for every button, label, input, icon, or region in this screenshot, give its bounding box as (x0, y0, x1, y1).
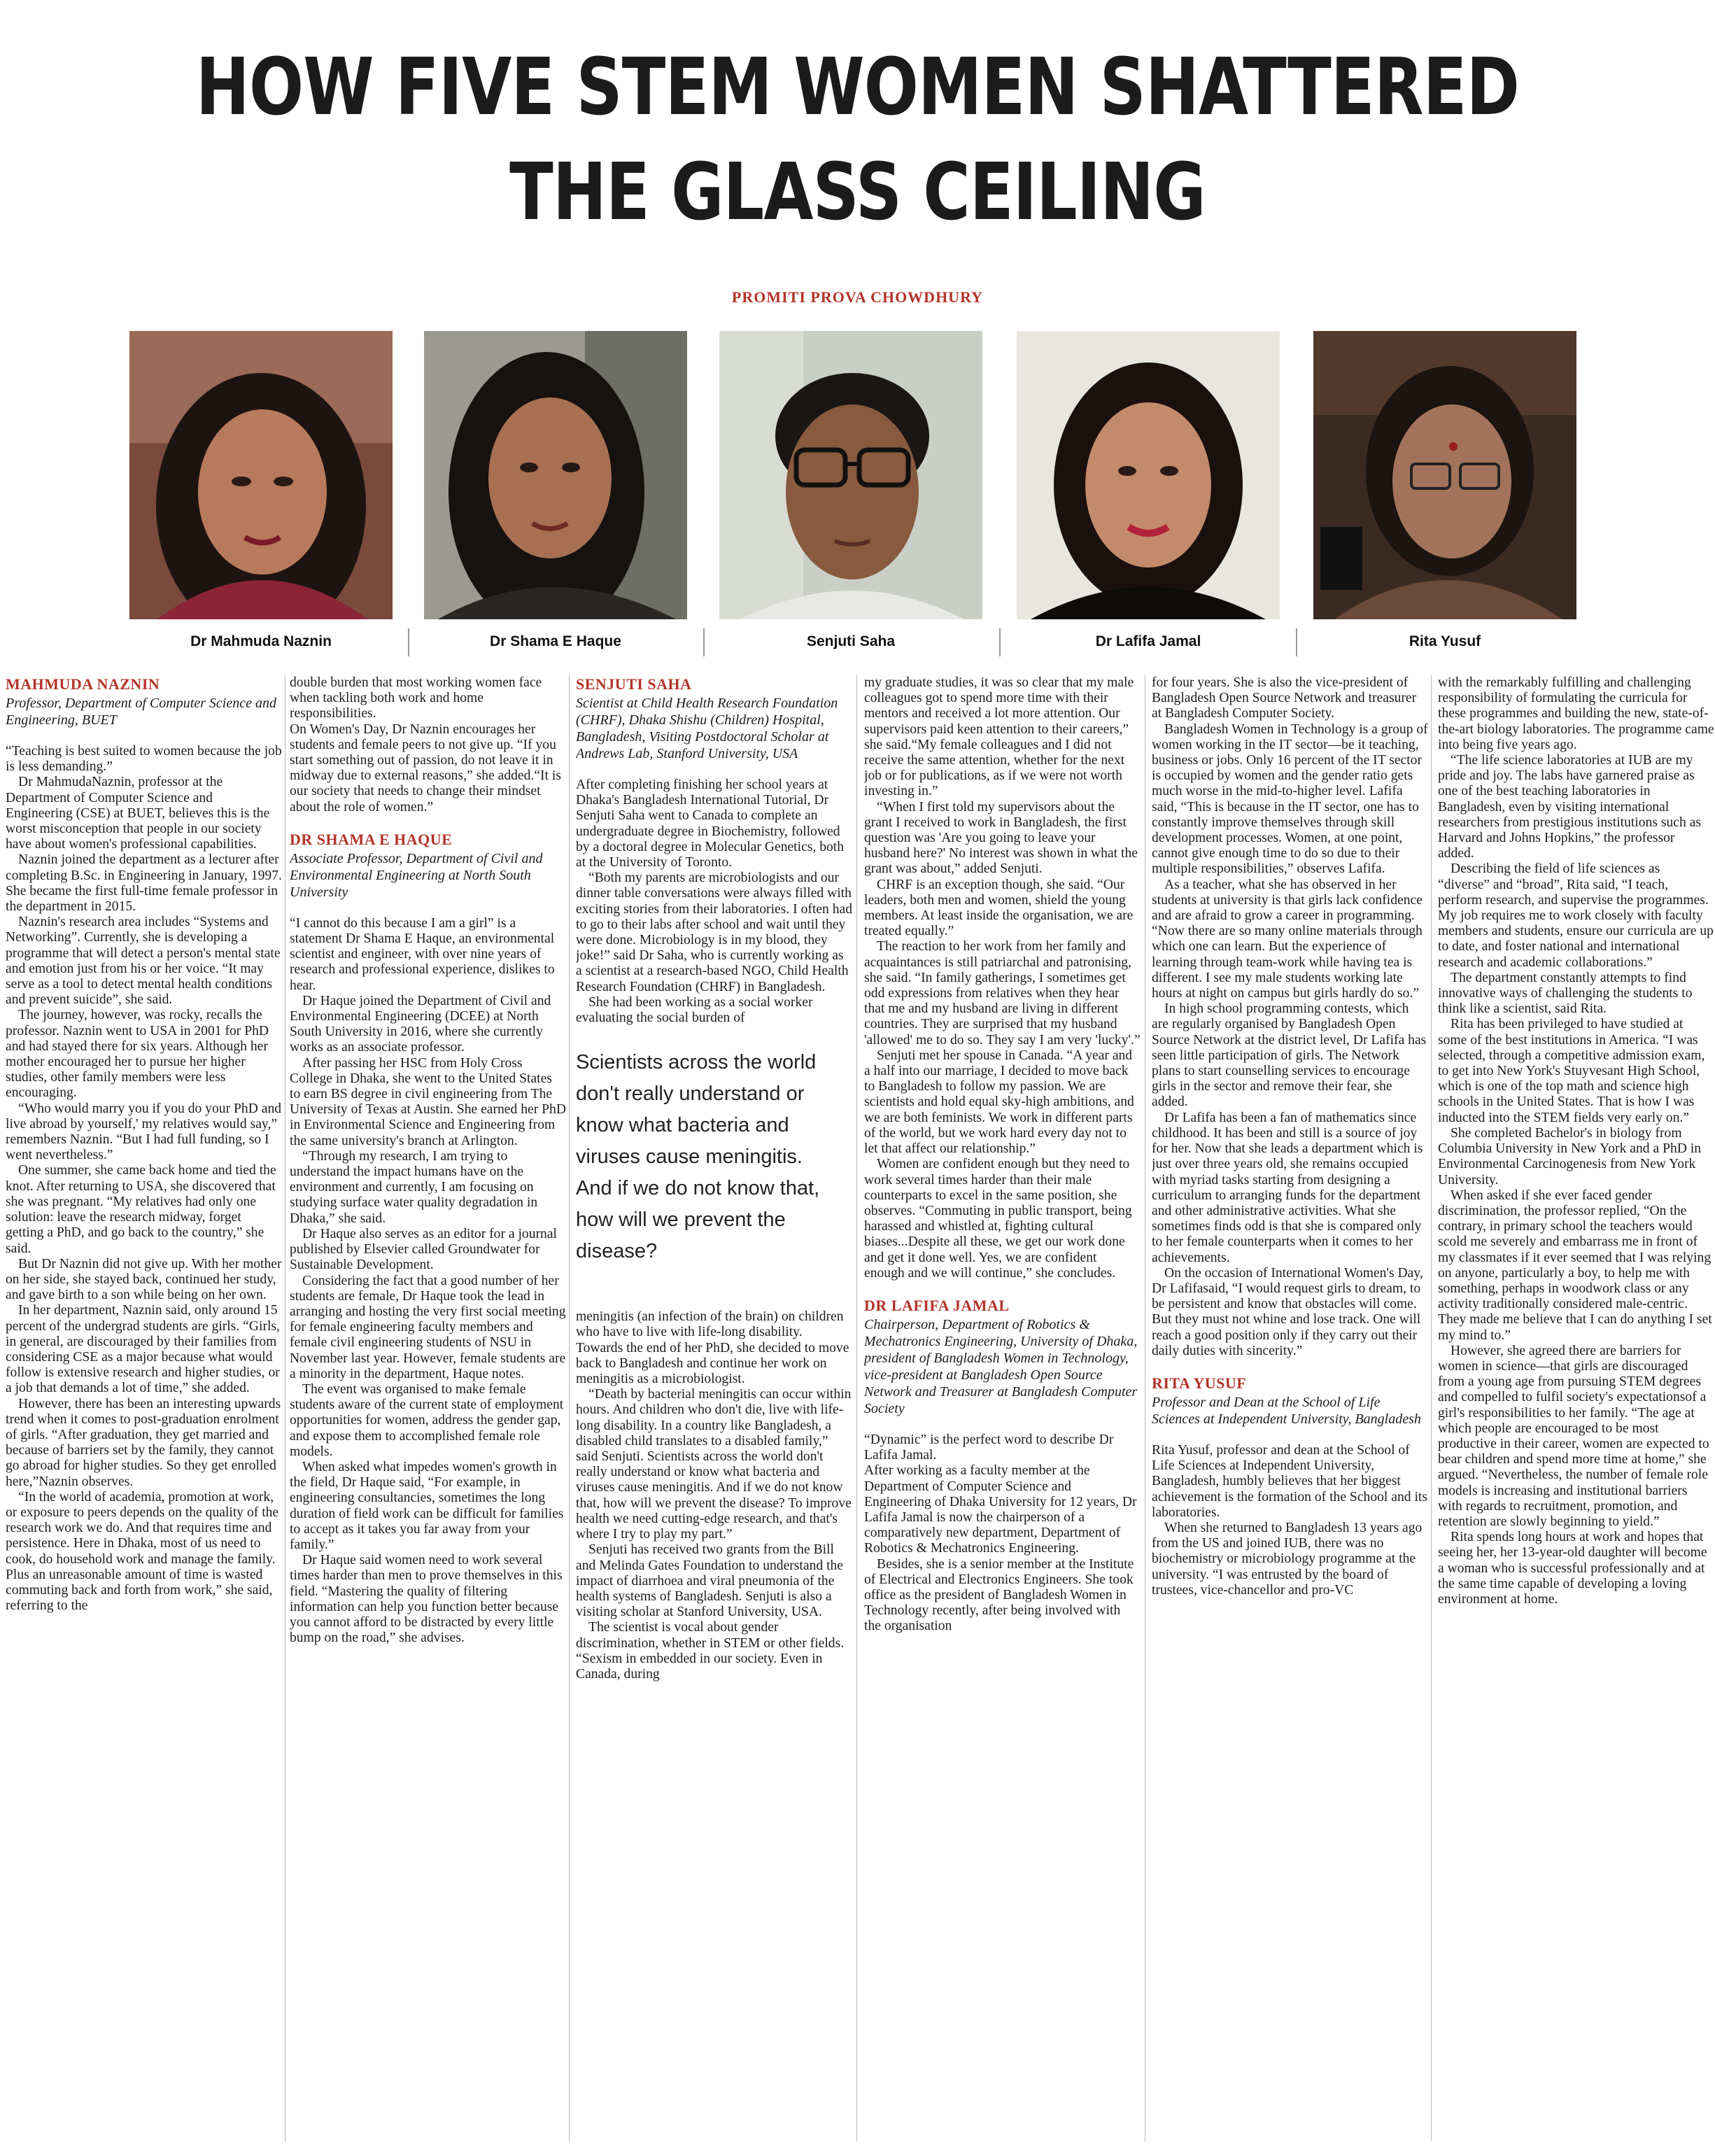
paragraph: for four years. She is also the vice-president of Bangladesh Open Source Network and treasurer at Bangladesh Computer Society. (1152, 675, 1417, 721)
paragraph: “Both my parents are microbiologists and our dinner table conversations were always filled with exciting stories from their laboratories. I often had to go to their labs after school and wait until they were done. Microbiology is in my blood, they joke!” said Dr Saha, who is currently working as a scientist at a research-based NGO, Child Health Research Foundation (CHRF) in Bangladesh. (576, 871, 852, 994)
portrait-photo-yusuf (1313, 331, 1576, 619)
article-column-2 (290, 675, 566, 2145)
paragraph: Women are confident enough but they need to work several times harder than their male counterparts to excel in the same position, she observes. “Commuting in public transport, being harassed and whistled at, fighting cultural biases...Despite all these, we get our work done and get it done well. Yes, we are confident enough and we will continue,” she concludes. (864, 1157, 1132, 1281)
caption-divider (999, 628, 1001, 656)
section-heading: RITA YUSUF (1152, 1374, 1247, 1392)
paragraph: “Who would marry you if you do your PhD and live abroad by yourself,' my relatives would say,” remembers Naznin. “But I had full funding, so I went nevertheless.” (6, 1101, 282, 1163)
paragraph: Bangladesh Women in Technology is a group of women working in the IT sector—be it teaching, business or jobs. Only 16 percent of the IT sector is occupied by women and the gender ratio gets much worse in the mid-to-higher level. Lafifa said, “This is because in the IT sector, one has to constantly improve themselves through skill development processes. Women, at one point, cannot give enough time to do so due to their multiple responsibilities,” observes Lafifa. (1152, 721, 1428, 877)
paragraph: “Teaching is best suited to women because the job is less demanding.” (6, 744, 282, 775)
photo-caption: Rita Yusuf (1409, 633, 1481, 649)
article-column-3 (576, 675, 852, 2145)
column-divider (1431, 675, 1432, 2141)
column-divider (569, 675, 570, 2141)
paragraph: Dr Haque said women need to work several times harder than men to prove themselves in this field. “Mastering the quality of filtering information can help you function better because you cannot afford to be distracted by every little bump on the road,” she advises. (290, 1553, 563, 1646)
headline (0, 35, 1715, 245)
paragraph: As a teacher, what she has observed in her students at university is that girls lack confidence and are afraid to grow a career in programming. “Now there are so many online materials through which one can learn. But the experience of learning through team-work while having tea is different. I see my male students working late hours at night on campus but girls hardly do so.” (1152, 877, 1423, 1001)
headline-line-1: HOW FIVE STEM WOMEN SHATTERED (195, 42, 1520, 133)
paragraph: Rita has been privileged to have studied at some of the best institutions in America. “I was selected, through a competitive admission exam, to get into New York's Stuyvesant High School, which is one of the top math and science high schools in the United States. That is how I was inducted into the STEM fields very early on.” (1438, 1017, 1705, 1125)
photo-caption: Dr Mahmuda Naznin (190, 633, 332, 649)
paragraph: Senjuti has received two grants from the Bill and Melinda Gates Foundation to understand the impact of diarrhoea and viral pneumonia of the health systems of Bangladesh. Senjuti is also a visiting scholar at Stanford University, USA. (576, 1542, 844, 1620)
headline-line-2: THE GLASS CEILING (509, 147, 1206, 238)
paragraph: Dr Lafifa has been a fan of mathematics since childhood. It has been and still is a source of joy for her. Now that she leads a department which is just over three years old, she remains occupied with myriad tasks starting from designing a curriculum to arranging funds for the department and other administrative activities. What she sometimes finds odd is that she is compared only to her female counterparts when it comes to her achievements. (1152, 1110, 1423, 1265)
portrait-photo-saha (719, 331, 982, 619)
paragraph: Rita spends long hours at work and hopes that seeing her, her 13-year-old daughter will become a woman who is successful professionally and at the same time capable of developing a loving environment at home. (1438, 1530, 1707, 1607)
paragraph: “The life science laboratories at IUB are my pride and joy. The labs have garnered praise as one of the best teaching laboratories in Bangladesh, even by visiting international researchers from prestigious institutions such as Harvard and Johns Hopkins,” the professor added. (1438, 753, 1702, 861)
portrait-photo-haque (424, 331, 687, 619)
photo-caption: Dr Lafifa Jamal (1095, 633, 1201, 649)
paragraph: double burden that most working women face when tackling both work and home responsibilities. (290, 675, 542, 721)
paragraph: After working as a faculty member at the Department of Computer Science and Engineering of Dhaka University for 12 years, Dr Lafifa Jamal is now the chairperson of a comparatively new department, Department of Robotics & Mechatronics Engineering. (864, 1463, 1137, 1556)
paragraph: One summer, she came back home and tied the knot. After returning to USA, she discovered that she was pregnant. “My relatives had only one solution: leave the research midway, forget getting a PhD, and go back to the country,” she said. (6, 1163, 276, 1256)
paragraph: In high school programming contests, which are regularly organised by Bangladesh Open Source Network at the district level, Dr Lafifa has seen little participation of girls. The Network plans to start counselling services to encourage girls in the sector and remove their fear, she added. (1152, 1001, 1427, 1110)
paragraph: Dr MahmudaNaznin, professor at the Department of Computer Science and Engineering (CSE) at BUET, believes this is the worst misconception that people in our society have about women's professional capabilities. (6, 775, 270, 852)
paragraph: Dr Haque also serves as an editor for a journal published by Elsevier called Groundwater for Sustainable Development. (290, 1226, 557, 1273)
paragraph: When asked if she ever faced gender discrimination, the professor replied, “On the contrary, in primary school the teachers would scold me severely and embarrass me in front of my classmates if it ever seemed that I was relying on anyone, particularly a boy, to help me with something, perhaps in woodwork class or any activity traditionally considered male-centric. They made me believe that I can do anything I set my mind to.” (1438, 1188, 1712, 1343)
paragraph: “When I first told my supervisors about the grant I received to work in Bangladesh, the first question was 'Are you going to leave your husband here?' No interest was shown in what the grant was about,” added Senjuti. (864, 799, 1138, 877)
paragraph: The scientist is vocal about gender discrimination, whether in STEM or other fields. “Sexism in embedded in our society. Even in Canada, during (576, 1620, 845, 1682)
pull-quote: Scientists across the world don't really understand or know what bacteria and viruses cause meningitis. And if we do not know that, how will we prevent the disease? (576, 1051, 820, 1263)
paragraph: On the occasion of International Women's Day, Dr Lafifasaid, “I would request girls to dream, to be persistent and know that obstacles will come. But they must not whine and lose track. One will reach a good position only if they carry out their daily duties with sincerity.” (1152, 1265, 1423, 1358)
caption-divider (703, 628, 705, 656)
section-role: Associate Professor, Department of Civil and Environmental Engineering at North South University (290, 850, 543, 900)
paragraph: Naznin joined the department as a lecturer after completing B.Sc. in Engineering in January, 1997. She became the first full-time female professor in the department in 2015. (6, 852, 282, 915)
section-role: Scientist at Child Health Research Foundation (CHRF), Dhaka Shishu (Children) Hospital, Bangladesh, Visiting Postdoctoral Scholar at Andrews Lab, Stanford University, USA (576, 696, 838, 761)
paragraph: After completing finishing her school years at Dhaka's Bangladesh International Tutorial, Dr Senjuti Saha went to Canada to complete an undergraduate degree in Biochemistry, followed by a doctoral degree in Molecular Genetics, both at the University of Toronto. (576, 777, 845, 871)
caption-divider (1296, 628, 1297, 656)
section-role: Professor, Department of Computer Science and Engineering, BUET (6, 696, 276, 728)
paragraph: “In the world of academia, promotion at work, or exposure to peers depends on the quality of the research work we do. And that requires time and persistence. Here in Dhaka, most of us need to cook, do household work and manage the family. Plus an unreasonable amount of time is wasted commuting back and forth from work,” she said, referring to the (6, 1489, 279, 1614)
paragraph: After passing her HSC from Holy Cross College in Dhaka, she went to the United States to earn BS degree in civil engineering from The University of Texas at Austin. She earned her PhD in Environmental Science and Engineering from the same university's branch at Arlington. (290, 1055, 566, 1148)
paragraph: “Dynamic” is the perfect word to describe Dr Lafifa Jamal. (864, 1432, 1114, 1463)
paragraph: The department constantly attempts to find innovative ways of challenging the students to think like a scientist, said Rita. (1438, 970, 1693, 1017)
article-column-4 (864, 675, 1141, 2145)
paragraph: But Dr Naznin did not give up. With her mother on her side, she stayed back, continued her study, and gave birth to a son while being on her own. (6, 1256, 282, 1303)
paragraph: meningitis (an infection of the brain) on children who have to live with life-long disability. Towards the end of her PhD, she decided to move back to Bangladesh and continue her work on meningitis as a microbiologist. (576, 1309, 849, 1387)
paragraph: She had been working as a social worker evaluating the social burden of (576, 994, 813, 1026)
paragraph: with the remarkably fulfilling and challenging responsibility of formulating the curricula for these programmes and building the new, state-of-the-art biology laboratories. The programme came into being five years ago. (1438, 675, 1714, 752)
paragraph: Besides, she is a senior member at the Institute of Electrical and Electronics Engineers. She took office as the president of Bangladesh Women in Technology recently, after being involved with the organisation (864, 1556, 1134, 1634)
paragraph: However, there has been an interesting upwards trend when it comes to post-graduation enrolment of girls. “After graduation, they get married and because of barriers set by the family, they cannot go abroad for higher studies. So they get enrolled here,”Naznin observes. (6, 1396, 281, 1489)
photo-caption: Dr Shama E Haque (490, 633, 621, 649)
section-heading: DR SHAMA E HAQUE (290, 830, 453, 848)
paragraph: On Women's Day, Dr Naznin encourages her students and female peers to not give up. “If you start something out of passion, do not leave it in midway due to external reasons,” she added.“It is our society that needs to change their mindset about the role of women.” (290, 721, 561, 815)
column-divider (856, 675, 857, 2141)
byline: PROMITI PROVA CHOWDHURY (731, 288, 984, 306)
paragraph: In her department, Naznin said, only around 15 percent of the undergrad students are girls. “Girls, in general, are discouraged by their families from considering CSE as a major because what would follow is extensive research and higher studies, or a job that demands a lot of time,” she added. (6, 1303, 280, 1396)
paragraph: “Death by bacterial meningitis can occur within hours. And children who don't die, live with life-long disability. In a country like Bangladesh, a disabled child translates to a disabled family,” said Senjuti. Scientists across the world don't really understand or know what bacteria and viruses cause meningitis. And if we do not know that, how will we prevent the disease? To improve health we need cutting-edge research, and that's where I try to play my part.” (576, 1387, 852, 1542)
photo-caption: Senjuti Saha (806, 633, 896, 649)
paragraph: The journey, however, was rocky, recalls the professor. Naznin went to USA in 2001 for PhD and had stayed there for six years. Although her mother encouraged her to pursue her higher studies, other family members were less encouraging. (6, 1008, 269, 1101)
article-column-5 (1152, 675, 1428, 2145)
portrait-photo-naznin (129, 331, 393, 619)
paragraph: “Through my research, I am trying to understand the impact humans have on the environment and currently, I am focusing on studying surface water quality degradation in Dhaka,” she said. (290, 1148, 538, 1226)
section-heading: MAHMUDA NAZNIN (6, 675, 160, 693)
section-role: Professor and Dean at the School of Life Sciences at Independent University, Bangladesh (1152, 1394, 1421, 1427)
paragraph: Dr Haque joined the Department of Civil and Environmental Engineering (DCEE) at North South University in 2016, where she currently works as an associate professor. (290, 993, 551, 1055)
paragraph: When she returned to Bangladesh 13 years ago from the US and joined IUB, there was no biochemistry or microbiology programme at the university. “I was entrusted by the board of trustees, vice-chancellor and pro-VC (1152, 1520, 1423, 1598)
paragraph: CHRF is an exception though, she said. “Our leaders, both men and women, shield the young members. At least inside the organisation, we are treated equally.” (864, 877, 1134, 939)
paragraph: Naznin's research area includes “Systems and Networking”. Currently, she is developing a programme that will detect a person's mental state and emotion just from his or her voice. “It may serve as a tool to detect mental health conditions and prevent suicide”, she said. (6, 915, 281, 1008)
article-column-1 (6, 675, 282, 2145)
paragraph: The event was organised to make female students aware of the current state of employment opportunities for women, address the gender gap, and expose them to accomplished female role models. (290, 1381, 564, 1459)
caption-divider (408, 628, 409, 656)
paragraph: The reaction to her work from her family and acquaintances is still patriarchal and patronising, she said. “In family gatherings, I sometimes get odd expressions from relatives when they hear that me and my husband are living in different countries. They are surprised that my husband 'allowed' me to do so. They say I am very 'lucky'.” (864, 939, 1141, 1048)
article-column-6 (1438, 675, 1714, 2145)
paragraph: Senjuti met her spouse in Canada. “A year and a half into our marriage, I decided to move back to Bangladesh to follow my passion. We are scientists and hold equal sky-high ambitions, and we are both feminists. We work in different parts of the world, but we work hard every day not to let that affect our relationship.” (864, 1048, 1134, 1157)
paragraph: When asked what impedes women's growth in the field, Dr Haque said, “For example, in engineering consultancies, sometimes the long duration of field work can be difficult for families to accept as it takes you far away from your family.” (290, 1459, 564, 1552)
portrait-photo-jamal (1017, 331, 1280, 619)
paragraph: my graduate studies, it was so clear that my male colleagues got to spend more time with their mentors and received a lot more attention. Our supervisors paid keen attention to their careers,” she said.“My female colleagues and I did not receive the same attention, whether for the next job or for publications, as if we were not worth investing in.” (864, 675, 1134, 799)
section-role: Chairperson, Department of Robotics & Mechatronics Engineering, University of Dhaka, president of Bangladesh Women in Technology, vice-president at Bangladesh Open Source Network and Treasurer at Bangladesh Computer Society (864, 1316, 1138, 1416)
paragraph: Rita Yusuf, professor and dean at the School of Life Sciences at Independent University, Bangladesh, humbly believes that her biggest achievement is the formation of the School and its laboratories. (1152, 1442, 1427, 1520)
paragraph: Describing the field of life sciences as “diverse” and “broad”, Rita said, “I teach, perform research, and supervise the programmes. My job requires me to work closely with faculty members and students, ensure our curricula are up to date, and foster national and international research and academic collaborations.” (1438, 861, 1714, 970)
paragraph: Considering the fact that a good number of her students are female, Dr Haque took the lead in arranging and hosting the very first social meeting for female engineering faculty members and female civil engineering students of NSU in November last year. However, female students are a minority in the department, Haque notes. (290, 1273, 566, 1381)
paragraph: She completed Bachelor's in biology from Columbia University in New York and a PhD in Environmental Carcinogenesis from New York University. (1438, 1125, 1702, 1188)
section-heading: SENJUTI SAHA (576, 675, 692, 693)
paragraph: However, she agreed there are barriers for women in science—that girls are discouraged from a young age from pursuing STEM degrees and compelled to fulfil society's expectationsof a girl's responsibilities to her family. “The age at which people are encouraged to be most productive in their career, women are expected to bear children and spend more time at home,” she argued. “Nevertheless, the number of female role models is increasing and institutional barriers with regards to recruitment, promotion, and retention are slowly beginning to yield.” (1438, 1343, 1709, 1529)
paragraph: “I cannot do this because I am a girl” is a statement Dr Shama E Haque, an environmental scientist and engineer, with over nine years of research and professional experience, dislikes to hear. (290, 915, 555, 993)
section-heading: DR LAFIFA JAMAL (864, 1296, 1010, 1314)
